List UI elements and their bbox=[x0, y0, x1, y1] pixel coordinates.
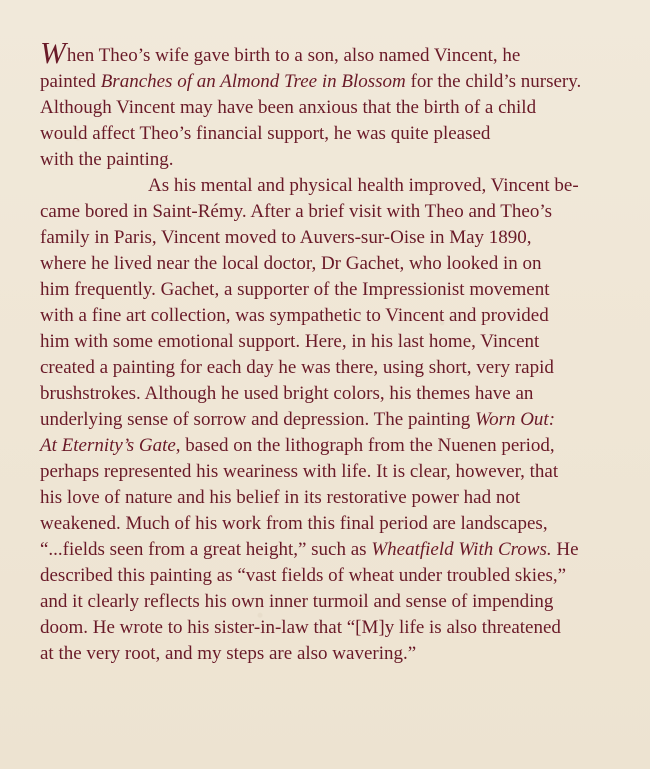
text-line: at the very root, and my steps are also wavering.” bbox=[40, 643, 417, 664]
drop-cap: W bbox=[40, 35, 66, 70]
text-line: and it clearly reflects his own inner turmoil and sense of impending bbox=[40, 591, 554, 612]
text-line: brushstrokes. Although he used bright colors, his themes have an bbox=[40, 383, 534, 404]
artwork-title-eternity-gate: At Eternity’s Gate bbox=[40, 435, 176, 456]
artwork-title-worn-out: Worn Out: bbox=[474, 409, 556, 430]
line-text: for the child’s nursery. bbox=[405, 71, 582, 92]
line-text: “...fields seen from a great height,” such as bbox=[40, 539, 372, 560]
text-line: As his mental and physical health improved, Vincent be- bbox=[148, 175, 579, 196]
artwork-title-wheatfield: Wheatfield With Crows. bbox=[371, 539, 552, 560]
text-line bbox=[40, 407, 640, 433]
text-line: Although Vincent may have been anxious that the birth of a child bbox=[40, 97, 537, 118]
line-text: hen Theo’s wife gave birth to a son, also named Vincent, he bbox=[66, 45, 521, 66]
paragraph-2 bbox=[40, 173, 640, 667]
text-line: described this painting as “vast fields of wheat under troubled skies,” bbox=[40, 565, 567, 586]
text-line bbox=[40, 69, 640, 95]
line-text: , based on the lithograph from the Nuenen period, bbox=[175, 435, 555, 456]
artwork-title-almond-tree: Branches of an Almond Tree in Blossom bbox=[100, 71, 406, 92]
text-line: where he lived near the local doctor, Dr Gachet, who looked in on bbox=[40, 253, 542, 274]
text-line: him with some emotional support. Here, in his last home, Vincent bbox=[40, 331, 540, 352]
line-text: painted bbox=[40, 71, 101, 92]
text-line bbox=[40, 35, 640, 70]
text-line: family in Paris, Vincent moved to Auvers-sur-Oise in May 1890, bbox=[40, 227, 532, 248]
text-line: with a fine art collection, was sympathetic to Vincent and provided bbox=[40, 305, 549, 326]
paragraph-1 bbox=[40, 35, 640, 173]
text-line: perhaps represented his weariness with life. It is clear, however, that bbox=[40, 461, 559, 482]
text-line: created a painting for each day he was there, using short, very rapid bbox=[40, 357, 554, 378]
body-text bbox=[40, 35, 640, 667]
text-line: would affect Theo’s financial support, he was quite pleased bbox=[40, 123, 491, 144]
line-text: He bbox=[551, 539, 579, 560]
text-line: weakened. Much of his work from this final period are landscapes, bbox=[40, 513, 548, 534]
text-line: with the painting. bbox=[40, 149, 174, 170]
text-line: came bored in Saint-Rémy. After a brief visit with Theo and Theo’s bbox=[40, 201, 552, 222]
line-text: underlying sense of sorrow and depression. The painting bbox=[40, 409, 475, 430]
text-line bbox=[40, 433, 640, 459]
text-line: his love of nature and his belief in its restorative power had not bbox=[40, 487, 521, 508]
text-line: him frequently. Gachet, a supporter of the Impressionist movement bbox=[40, 279, 550, 300]
text-line: doom. He wrote to his sister-in-law that “[M]y life is also threatened bbox=[40, 617, 561, 638]
text-line bbox=[40, 537, 640, 563]
